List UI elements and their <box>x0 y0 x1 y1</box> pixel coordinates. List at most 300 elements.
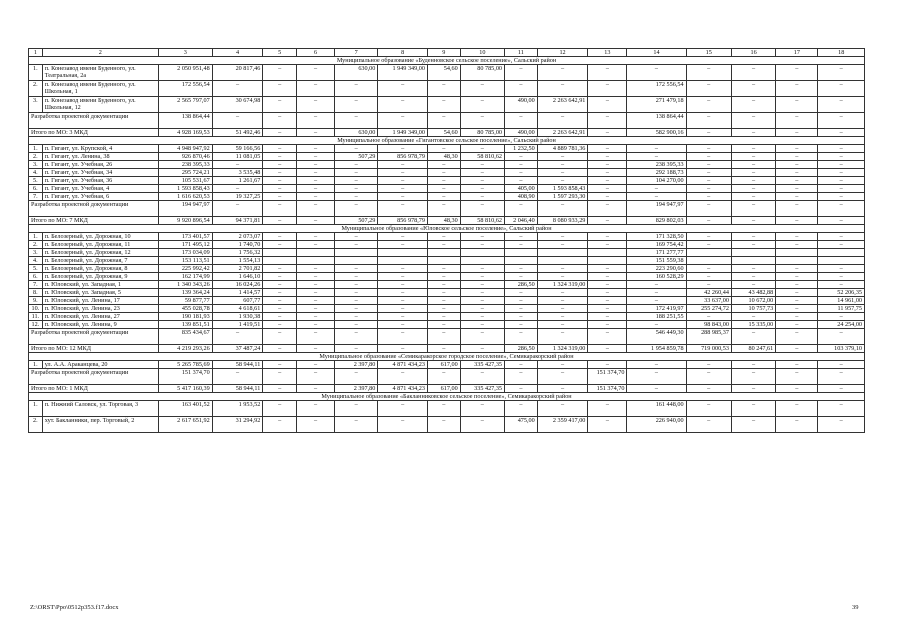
value-cell: – <box>505 369 538 385</box>
value-cell: 1 740,70 <box>212 241 263 249</box>
value-cell: 54,60 <box>427 65 460 81</box>
value-cell: – <box>686 281 731 289</box>
value-cell: 1 953,52 <box>212 401 263 417</box>
row-number: 3. <box>29 97 43 113</box>
address-cell: п. Гигант, ул. Учебная, 26 <box>42 161 158 169</box>
value-cell: 194 947,97 <box>627 201 686 217</box>
value-cell: 1 340 343,26 <box>158 281 212 289</box>
value-cell: – <box>731 385 775 393</box>
value-cell: – <box>818 385 865 393</box>
value-cell: 161 448,00 <box>627 401 686 417</box>
value-cell: – <box>505 401 538 417</box>
value-cell: – <box>460 313 504 321</box>
value-cell: – <box>731 217 775 225</box>
value-cell: – <box>505 161 538 169</box>
value-cell: 4 871 434,23 <box>378 361 428 369</box>
value-cell: – <box>427 97 460 113</box>
summary-row <box>29 217 865 225</box>
value-cell: – <box>588 273 627 281</box>
value-cell: – <box>378 273 428 281</box>
table-row <box>29 185 865 193</box>
value-cell: – <box>335 185 378 193</box>
value-cell: 104 270,00 <box>627 177 686 185</box>
value-cell: – <box>818 145 865 153</box>
value-cell: – <box>460 417 504 433</box>
value-cell: – <box>335 369 378 385</box>
value-cell: – <box>427 417 460 433</box>
address-cell: п. Конезавод имени Буденного, ул. Театральная, 2а <box>42 65 158 81</box>
value-cell: – <box>731 129 775 137</box>
value-cell: – <box>588 289 627 297</box>
value-cell: – <box>212 185 263 193</box>
value-cell: 1 646,10 <box>212 273 263 281</box>
value-cell: – <box>686 161 731 169</box>
value-cell: 1 756,32 <box>212 249 263 257</box>
value-cell: – <box>427 113 460 129</box>
section-title: Муниципальное образование «Юловское сельское поселение», Сальский район <box>29 225 865 233</box>
value-cell: – <box>686 241 731 249</box>
section-header-row <box>29 353 865 361</box>
value-cell: 1 593 858,43 <box>158 185 212 193</box>
value-cell: – <box>460 289 504 297</box>
value-cell: – <box>505 329 538 345</box>
value-cell: – <box>335 169 378 177</box>
value-cell: – <box>460 265 504 273</box>
value-cell: – <box>297 217 335 225</box>
value-cell: 20 817,46 <box>212 65 263 81</box>
value-cell: – <box>212 161 263 169</box>
value-cell: 188 251,55 <box>627 313 686 321</box>
value-cell: – <box>263 201 297 217</box>
value-cell: – <box>297 129 335 137</box>
value-cell: – <box>537 305 588 313</box>
value-cell: – <box>537 297 588 305</box>
data-table <box>28 48 865 433</box>
address-cell: п. Конезавод имени Буденного, ул. Школьная, 1 <box>42 81 158 97</box>
value-cell: – <box>818 241 865 249</box>
value-cell: 24 254,00 <box>818 321 865 329</box>
value-cell: – <box>263 345 297 353</box>
value-cell: – <box>627 193 686 201</box>
row-number: 12. <box>29 321 43 329</box>
value-cell: 2 701,82 <box>212 265 263 273</box>
value-cell: 9 920 896,54 <box>158 217 212 225</box>
value-cell: 1 949 349,00 <box>378 129 428 137</box>
value-cell: 1 419,51 <box>212 321 263 329</box>
value-cell: 37 487,24 <box>212 345 263 353</box>
value-cell: – <box>686 313 731 321</box>
value-cell: 1 949 349,00 <box>378 65 428 81</box>
value-cell: – <box>263 177 297 185</box>
value-cell: – <box>297 65 335 81</box>
row-number: 3. <box>29 161 43 169</box>
address-cell: п. Юловский, ул. Ленина, 23 <box>42 305 158 313</box>
value-cell: 2 397,80 <box>335 385 378 393</box>
value-cell: – <box>686 129 731 137</box>
value-cell: – <box>212 369 263 385</box>
value-cell: 80 785,00 <box>460 65 504 81</box>
value-cell: – <box>818 177 865 185</box>
value-cell: – <box>297 305 335 313</box>
value-cell: – <box>335 97 378 113</box>
value-cell: – <box>378 265 428 273</box>
value-cell: 80 785,00 <box>460 129 504 137</box>
value-cell: – <box>776 361 818 369</box>
value-cell: – <box>627 145 686 153</box>
value-cell: – <box>378 161 428 169</box>
value-cell <box>731 257 775 265</box>
value-cell: 172 556,54 <box>627 81 686 97</box>
value-cell: 5 417 160,39 <box>158 385 212 393</box>
section-header-row <box>29 57 865 65</box>
value-cell: – <box>588 65 627 81</box>
value-cell: – <box>263 193 297 201</box>
table-row <box>29 289 865 297</box>
value-cell: – <box>378 313 428 321</box>
value-cell: – <box>335 313 378 321</box>
summary-row <box>29 129 865 137</box>
value-cell: – <box>297 361 335 369</box>
value-cell: – <box>731 417 775 433</box>
value-cell: – <box>818 217 865 225</box>
value-cell: 14 961,00 <box>818 297 865 305</box>
value-cell: – <box>776 81 818 97</box>
value-cell: – <box>335 321 378 329</box>
row-number: 1. <box>29 145 43 153</box>
value-cell: – <box>627 369 686 385</box>
address-cell: хут. Бакланники, пер. Торговый, 2 <box>42 417 158 433</box>
value-cell: – <box>686 193 731 201</box>
value-cell: 160 528,29 <box>627 273 686 281</box>
value-cell: – <box>335 81 378 97</box>
value-cell: 617,00 <box>427 385 460 393</box>
value-cell: – <box>427 241 460 249</box>
value-cell: – <box>263 361 297 369</box>
row-number: 4. <box>29 257 43 265</box>
value-cell: 455 028,78 <box>158 305 212 313</box>
value-cell: – <box>212 329 263 345</box>
value-cell: – <box>776 297 818 305</box>
value-cell: – <box>627 185 686 193</box>
row-number: 3. <box>29 249 43 257</box>
value-cell: – <box>818 129 865 137</box>
value-cell: – <box>378 281 428 289</box>
value-cell: – <box>427 233 460 241</box>
value-cell: – <box>686 217 731 225</box>
value-cell: – <box>776 193 818 201</box>
value-cell: – <box>776 241 818 249</box>
value-cell: 16 024,26 <box>212 281 263 289</box>
value-cell: – <box>588 153 627 161</box>
value-cell: – <box>686 265 731 273</box>
value-cell: – <box>378 193 428 201</box>
value-cell <box>505 257 538 265</box>
value-cell <box>263 257 297 265</box>
row-number: 7. <box>29 281 43 289</box>
value-cell: – <box>731 241 775 249</box>
column-number-cell: 8 <box>378 49 428 57</box>
value-cell: – <box>588 281 627 289</box>
value-cell: 151 374,70 <box>588 369 627 385</box>
value-cell: – <box>378 81 428 97</box>
value-cell: 4 219 293,26 <box>158 345 212 353</box>
value-cell: – <box>335 201 378 217</box>
value-cell: – <box>263 281 297 289</box>
value-cell: – <box>537 113 588 129</box>
value-cell: – <box>731 233 775 241</box>
value-cell: – <box>505 177 538 185</box>
value-cell: – <box>263 65 297 81</box>
value-cell: – <box>686 385 731 393</box>
value-cell: – <box>731 281 775 289</box>
value-cell: – <box>427 161 460 169</box>
value-cell: – <box>297 241 335 249</box>
column-number-cell: 17 <box>776 49 818 57</box>
address-cell: п. Белозерный, ул. Дорожная, 7 <box>42 257 158 265</box>
value-cell: – <box>460 297 504 305</box>
value-cell: – <box>335 233 378 241</box>
summary-label: Разработка проектной документации <box>29 113 159 129</box>
value-cell: – <box>537 361 588 369</box>
value-cell <box>588 257 627 265</box>
summary-row <box>29 369 865 385</box>
value-cell: 10 672,00 <box>731 297 775 305</box>
value-cell: – <box>537 273 588 281</box>
table-row <box>29 249 865 257</box>
value-cell: – <box>686 401 731 417</box>
value-cell: – <box>427 273 460 281</box>
value-cell: – <box>460 233 504 241</box>
value-cell: – <box>263 129 297 137</box>
value-cell: – <box>335 161 378 169</box>
value-cell: – <box>505 201 538 217</box>
value-cell: – <box>297 417 335 433</box>
value-cell: – <box>818 233 865 241</box>
value-cell <box>818 257 865 265</box>
value-cell: – <box>627 297 686 305</box>
value-cell: – <box>537 233 588 241</box>
value-cell: – <box>505 81 538 97</box>
value-cell: 58 810,62 <box>460 217 504 225</box>
value-cell: – <box>505 233 538 241</box>
address-cell: п. Гигант, ул. Ленина, 38 <box>42 153 158 161</box>
value-cell <box>686 257 731 265</box>
value-cell: 105 531,67 <box>158 177 212 185</box>
address-cell: п. Белозерный, ул. Дорожная, 9 <box>42 273 158 281</box>
value-cell: – <box>263 369 297 385</box>
value-cell: – <box>776 65 818 81</box>
value-cell: – <box>297 265 335 273</box>
value-cell: – <box>297 81 335 97</box>
value-cell: 98 843,00 <box>686 321 731 329</box>
value-cell: – <box>460 241 504 249</box>
value-cell: – <box>686 177 731 185</box>
summary-row <box>29 113 865 129</box>
value-cell: – <box>686 153 731 161</box>
value-cell: – <box>588 113 627 129</box>
value-cell: – <box>537 265 588 273</box>
address-cell: п. Юловский, ул. Ленина, 9 <box>42 321 158 329</box>
value-cell: – <box>588 145 627 153</box>
value-cell: – <box>460 113 504 129</box>
value-cell: 139 851,51 <box>158 321 212 329</box>
value-cell: – <box>627 65 686 81</box>
value-cell: – <box>731 201 775 217</box>
value-cell: 4 618,61 <box>212 305 263 313</box>
value-cell <box>335 249 378 257</box>
value-cell: 163 401,52 <box>158 401 212 417</box>
value-cell: – <box>335 193 378 201</box>
value-cell: – <box>818 201 865 217</box>
value-cell: 138 864,44 <box>627 113 686 129</box>
value-cell: 2 073,07 <box>212 233 263 241</box>
value-cell: – <box>460 329 504 345</box>
value-cell: – <box>776 305 818 313</box>
table-row <box>29 361 865 369</box>
value-cell: – <box>537 177 588 185</box>
address-cell: п. Юловский, ул. Западная, 1 <box>42 281 158 289</box>
value-cell: – <box>427 265 460 273</box>
value-cell: – <box>776 169 818 177</box>
value-cell: – <box>297 289 335 297</box>
row-number: 7. <box>29 193 43 201</box>
value-cell: – <box>460 145 504 153</box>
value-cell: – <box>731 177 775 185</box>
value-cell: – <box>263 273 297 281</box>
value-cell: – <box>776 417 818 433</box>
value-cell <box>427 257 460 265</box>
address-cell: ул. А.А. Араканцева, 20 <box>42 361 158 369</box>
value-cell: – <box>297 401 335 417</box>
value-cell: – <box>537 241 588 249</box>
value-cell: 51 492,46 <box>212 129 263 137</box>
address-cell: п. Гигант, ул. Учебная, 4 <box>42 185 158 193</box>
row-number: 2. <box>29 241 43 249</box>
value-cell: 286,50 <box>505 281 538 289</box>
section-header-row <box>29 393 865 401</box>
address-cell: п. Гигант, ул. Учебная, 34 <box>42 169 158 177</box>
value-cell: 80 247,61 <box>731 345 775 353</box>
value-cell: – <box>335 241 378 249</box>
value-cell: – <box>263 233 297 241</box>
value-cell: – <box>297 273 335 281</box>
value-cell: 1 954 859,78 <box>627 345 686 353</box>
value-cell: – <box>686 361 731 369</box>
value-cell: – <box>818 417 865 433</box>
value-cell: – <box>460 81 504 97</box>
value-cell: – <box>776 153 818 161</box>
value-cell: 286,50 <box>505 345 538 353</box>
value-cell: – <box>818 161 865 169</box>
value-cell: – <box>537 401 588 417</box>
address-cell: п. Конезавод имени Буденного, ул. Школьная, 12 <box>42 97 158 113</box>
value-cell: – <box>335 113 378 129</box>
value-cell: 172 556,54 <box>158 81 212 97</box>
value-cell: 54,60 <box>427 129 460 137</box>
row-number: 1. <box>29 401 43 417</box>
value-cell: 829 802,03 <box>627 217 686 225</box>
value-cell: – <box>505 305 538 313</box>
table-row <box>29 273 865 281</box>
value-cell: – <box>731 361 775 369</box>
column-number-cell: 18 <box>818 49 865 57</box>
value-cell: – <box>378 201 428 217</box>
section-title: Муниципальное образование «Гигантовское сельское поселение», Сальский район <box>29 137 865 145</box>
value-cell <box>731 249 775 257</box>
value-cell: – <box>460 161 504 169</box>
table-row <box>29 65 865 81</box>
value-cell: – <box>297 145 335 153</box>
value-cell <box>263 249 297 257</box>
value-cell: – <box>335 273 378 281</box>
value-cell: 1 414,57 <box>212 289 263 297</box>
summary-label: Итого по МО: 3 МКД <box>29 129 159 137</box>
table-row <box>29 169 865 177</box>
value-cell: – <box>212 201 263 217</box>
value-cell: – <box>297 297 335 305</box>
value-cell: 2 050 951,48 <box>158 65 212 81</box>
address-cell: п. Гигант, ул. Учебная, 36 <box>42 177 158 185</box>
value-cell: – <box>818 361 865 369</box>
value-cell: – <box>731 193 775 201</box>
value-cell: – <box>378 305 428 313</box>
value-cell: – <box>537 65 588 81</box>
value-cell: – <box>537 169 588 177</box>
value-cell: 2 046,40 <box>505 217 538 225</box>
table-row <box>29 401 865 417</box>
value-cell <box>297 249 335 257</box>
section-header-row <box>29 137 865 145</box>
table-row <box>29 81 865 97</box>
value-cell: 835 434,67 <box>158 329 212 345</box>
value-cell: – <box>537 289 588 297</box>
value-cell: 2 359 417,00 <box>537 417 588 433</box>
value-cell: – <box>427 401 460 417</box>
table-row <box>29 321 865 329</box>
value-cell: – <box>335 297 378 305</box>
value-cell: – <box>588 201 627 217</box>
value-cell: – <box>378 329 428 345</box>
value-cell: – <box>588 321 627 329</box>
column-number-cell: 1 <box>29 49 43 57</box>
table-row <box>29 265 865 273</box>
value-cell: 173 401,57 <box>158 233 212 241</box>
row-number: 1. <box>29 65 43 81</box>
value-cell <box>378 249 428 257</box>
value-cell: – <box>378 185 428 193</box>
row-number: 5. <box>29 265 43 273</box>
value-cell: – <box>263 169 297 177</box>
value-cell: – <box>297 177 335 185</box>
value-cell: – <box>588 345 627 353</box>
value-cell: – <box>335 417 378 433</box>
value-cell: 292 188,73 <box>627 169 686 177</box>
value-cell: – <box>731 65 775 81</box>
value-cell: 4 948 947,92 <box>158 145 212 153</box>
value-cell: 630,00 <box>335 65 378 81</box>
value-cell: – <box>818 193 865 201</box>
value-cell: – <box>818 97 865 113</box>
value-cell: – <box>818 401 865 417</box>
value-cell: 103 379,10 <box>818 345 865 353</box>
value-cell: – <box>427 177 460 185</box>
value-cell: 173 034,09 <box>158 249 212 257</box>
value-cell: – <box>776 97 818 113</box>
value-cell: 582 900,16 <box>627 129 686 137</box>
value-cell: 58 944,11 <box>212 361 263 369</box>
value-cell: – <box>263 297 297 305</box>
table-row <box>29 297 865 305</box>
